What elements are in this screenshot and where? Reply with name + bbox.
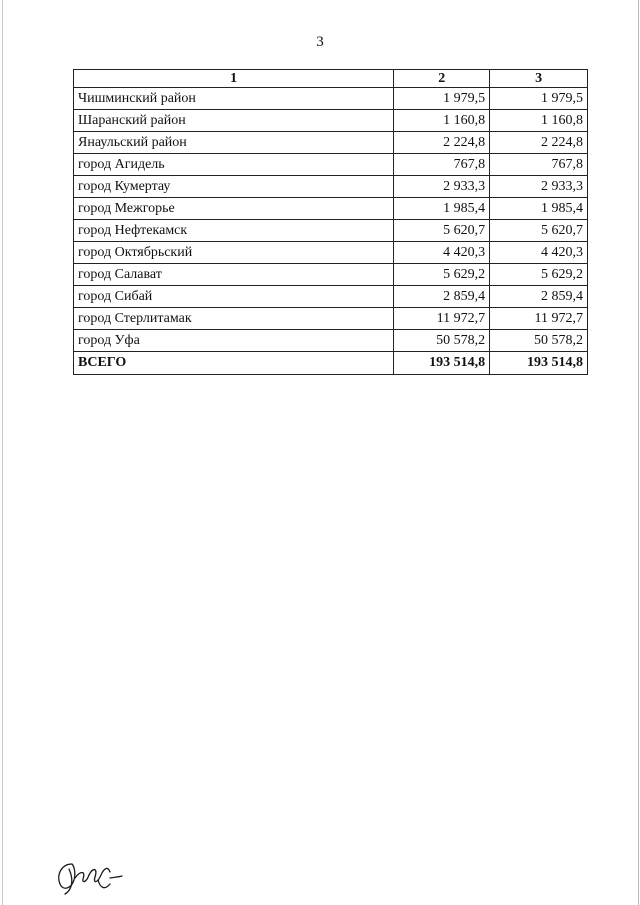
total-col3: 193 514,8 (490, 352, 588, 375)
table-row (74, 330, 588, 352)
page-edge-left (2, 0, 3, 905)
total-col2: 193 514,8 (394, 352, 490, 375)
table-header (74, 70, 588, 88)
row-col2: 5 620,7 (394, 220, 490, 242)
table-row (74, 154, 588, 176)
row-name: город Октябрьский (74, 242, 394, 264)
signature-image (52, 858, 124, 896)
table-row (74, 264, 588, 286)
row-col3: 2 933,3 (490, 176, 588, 198)
page-number: 3 (316, 34, 324, 50)
row-col3: 2 224,8 (490, 132, 588, 154)
row-col2: 1 160,8 (394, 110, 490, 132)
row-name: город Межгорье (74, 198, 394, 220)
row-col3: 11 972,7 (490, 308, 588, 330)
row-col2: 767,8 (394, 154, 490, 176)
table-body (74, 88, 588, 375)
row-col3: 5 629,2 (490, 264, 588, 286)
row-col2: 1 985,4 (394, 198, 490, 220)
row-col2: 2 933,3 (394, 176, 490, 198)
table-row (74, 132, 588, 154)
table-row (74, 242, 588, 264)
row-col2: 1 979,5 (394, 88, 490, 110)
row-col3: 2 859,4 (490, 286, 588, 308)
table-row (74, 110, 588, 132)
row-col2: 50 578,2 (394, 330, 490, 352)
row-col2: 4 420,3 (394, 242, 490, 264)
row-name: Янаульский район (74, 132, 394, 154)
header-col-1: 1 (74, 70, 394, 88)
total-row (74, 352, 588, 375)
total-label: ВСЕГО (74, 352, 394, 375)
header-col-2: 2 (394, 70, 490, 88)
row-name: город Уфа (74, 330, 394, 352)
row-name: город Агидель (74, 154, 394, 176)
row-name: город Стерлитамак (74, 308, 394, 330)
page-edge-right (638, 0, 639, 905)
header-row (74, 70, 588, 88)
row-col3: 1 985,4 (490, 198, 588, 220)
table-row (74, 88, 588, 110)
table-row (74, 286, 588, 308)
row-col3: 4 420,3 (490, 242, 588, 264)
row-name: город Нефтекамск (74, 220, 394, 242)
row-col3: 767,8 (490, 154, 588, 176)
row-name: город Салават (74, 264, 394, 286)
row-col3: 1 979,5 (490, 88, 588, 110)
header-col-3: 3 (490, 70, 588, 88)
row-col3: 5 620,7 (490, 220, 588, 242)
table-row (74, 308, 588, 330)
table-row (74, 220, 588, 242)
row-name: город Кумертау (74, 176, 394, 198)
row-col3: 1 160,8 (490, 110, 588, 132)
data-table (73, 69, 588, 375)
row-name: Чишминский район (74, 88, 394, 110)
table-row (74, 198, 588, 220)
table-row (74, 176, 588, 198)
row-name: Шаранский район (74, 110, 394, 132)
row-col2: 11 972,7 (394, 308, 490, 330)
row-col2: 2 859,4 (394, 286, 490, 308)
row-name: город Сибай (74, 286, 394, 308)
row-col2: 5 629,2 (394, 264, 490, 286)
row-col2: 2 224,8 (394, 132, 490, 154)
row-col3: 50 578,2 (490, 330, 588, 352)
